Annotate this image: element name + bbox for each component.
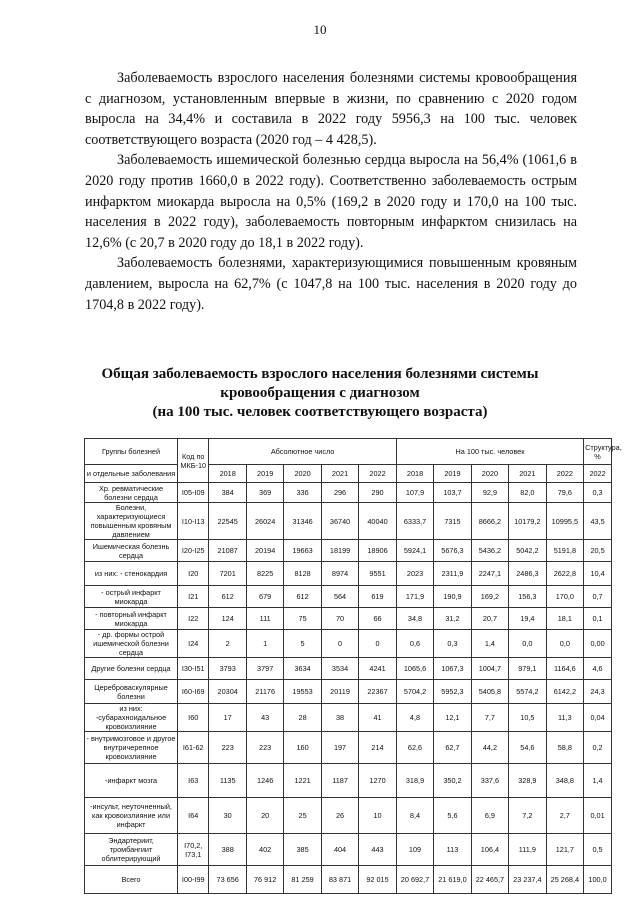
row-name-cell: - острый инфаркт миокарда [85,586,178,608]
structure-value-cell: 0,2 [584,732,612,764]
year-header-abs: 2021 [321,465,358,483]
table-row [85,764,612,798]
row-name-cell: Ишемическая болезнь сердца [85,540,178,562]
absolute-value-cell: 402 [246,834,283,866]
absolute-value-cell: 369 [246,483,283,503]
absolute-value-cell: 19553 [284,680,321,704]
row-code-cell: I24 [178,630,209,658]
absolute-value-cell: 1270 [359,764,397,798]
absolute-value-cell: 0 [359,630,397,658]
absolute-value-cell: 17 [209,704,246,732]
per100k-value-cell: 82,0 [509,483,546,503]
absolute-value-cell: 384 [209,483,246,503]
absolute-value-cell: 31346 [284,503,321,540]
absolute-value-cell: 1 [246,630,283,658]
per100k-value-cell: 111,9 [509,834,546,866]
absolute-value-cell: 20304 [209,680,246,704]
per100k-value-cell: 328,9 [509,764,546,798]
absolute-value-cell: 70 [321,608,358,630]
absolute-header: Абсолютное число [209,439,396,465]
row-code-cell: I60 [178,704,209,732]
absolute-value-cell: 4241 [359,658,397,680]
table-row [85,798,612,834]
year-header-abs: 2022 [359,465,397,483]
row-name-cell: -инсульт, неуточненный, как кровоизлияние или инфаркт [85,798,178,834]
per100k-value-cell: 348,8 [546,764,584,798]
per100k-value-cell: 1067,3 [434,658,471,680]
absolute-value-cell: 28 [284,704,321,732]
structure-value-cell: 43,5 [584,503,612,540]
per100k-value-cell: 79,6 [546,483,584,503]
structure-value-cell: 4,6 [584,658,612,680]
structure-value-cell: 0,7 [584,586,612,608]
per100k-value-cell: 22 465,7 [471,866,508,894]
per100k-value-cell: 4,8 [396,704,433,732]
table-row [85,658,612,680]
row-name-cell: -инфаркт мозга [85,764,178,798]
table-row [85,483,612,503]
structure-value-cell: 0,04 [584,704,612,732]
absolute-value-cell: 43 [246,704,283,732]
row-name-cell: - повторный инфаркт миокарда [85,608,178,630]
year-header-rel: 2019 [434,465,471,483]
absolute-value-cell: 21087 [209,540,246,562]
per100k-value-cell: 11,3 [546,704,584,732]
structure-value-cell: 0,00 [584,630,612,658]
absolute-value-cell: 3634 [284,658,321,680]
absolute-value-cell: 21176 [246,680,283,704]
absolute-value-cell: 619 [359,586,397,608]
per100k-value-cell: 7315 [434,503,471,540]
absolute-value-cell: 22545 [209,503,246,540]
per100k-value-cell: 6142,2 [546,680,584,704]
structure-header: Структура, % [584,439,612,465]
per100k-value-cell: 5952,3 [434,680,471,704]
per100k-value-cell: 58,8 [546,732,584,764]
per100k-value-cell: 0,0 [546,630,584,658]
per100k-value-cell: 2,7 [546,798,584,834]
per100k-value-cell: 6333,7 [396,503,433,540]
absolute-value-cell: 20119 [321,680,358,704]
table-row [85,866,612,894]
per100k-value-cell: 5436,2 [471,540,508,562]
absolute-value-cell: 404 [321,834,358,866]
absolute-value-cell: 73 656 [209,866,246,894]
absolute-value-cell: 223 [209,732,246,764]
row-code-cell: I64 [178,798,209,834]
per100k-value-cell: 62,7 [434,732,471,764]
per100k-value-cell: 19,4 [509,608,546,630]
per100k-value-cell: 1065,6 [396,658,433,680]
per100k-value-cell: 2023 [396,562,433,586]
absolute-value-cell: 75 [284,608,321,630]
table-row [85,608,612,630]
structure-value-cell: 24,3 [584,680,612,704]
per100k-value-cell: 10995,5 [546,503,584,540]
absolute-value-cell: 612 [209,586,246,608]
absolute-value-cell: 25 [284,798,321,834]
per100k-value-cell: 350,2 [434,764,471,798]
per100k-value-cell: 121,7 [546,834,584,866]
per100k-value-cell: 109 [396,834,433,866]
year-header-rel: 2020 [471,465,508,483]
absolute-value-cell: 10 [359,798,397,834]
absolute-value-cell: 81 259 [284,866,321,894]
absolute-value-cell: 20 [246,798,283,834]
table-row [85,732,612,764]
per100k-value-cell: 5924,1 [396,540,433,562]
absolute-value-cell: 388 [209,834,246,866]
structure-value-cell: 10,4 [584,562,612,586]
per100k-value-cell: 107,9 [396,483,433,503]
per100k-value-cell: 62,6 [396,732,433,764]
absolute-value-cell: 564 [321,586,358,608]
absolute-value-cell: 1221 [284,764,321,798]
absolute-value-cell: 1135 [209,764,246,798]
row-name-cell: Хр. ревматические болезни сердца [85,483,178,503]
groups-header: Группы болезней [85,439,178,465]
absolute-value-cell: 385 [284,834,321,866]
per100k-value-cell: 2247,1 [471,562,508,586]
per100k-value-cell: 171,9 [396,586,433,608]
per100k-value-cell: 54,6 [509,732,546,764]
absolute-value-cell: 40040 [359,503,397,540]
absolute-value-cell: 83 871 [321,866,358,894]
table-row [85,586,612,608]
absolute-value-cell: 214 [359,732,397,764]
table-row [85,834,612,866]
per100k-value-cell: 106,4 [471,834,508,866]
absolute-value-cell: 3793 [209,658,246,680]
per100k-value-cell: 190,9 [434,586,471,608]
per100k-value-cell: 2622,8 [546,562,584,586]
row-code-cell: I70,2, I73,1 [178,834,209,866]
per100k-value-cell: 1,4 [471,630,508,658]
absolute-value-cell: 223 [246,732,283,764]
row-name-cell: из них: - стенокардия [85,562,178,586]
per100k-value-cell: 979,1 [509,658,546,680]
row-code-cell: I63 [178,764,209,798]
absolute-value-cell: 19663 [284,540,321,562]
year-header-rel: 2018 [396,465,433,483]
row-code-cell: I20 [178,562,209,586]
row-code-cell: I05-I09 [178,483,209,503]
absolute-value-cell: 41 [359,704,397,732]
table-title [80,365,560,422]
absolute-value-cell: 197 [321,732,358,764]
year-header-structure: 2022 [584,465,612,483]
per100k-value-cell: 2486,3 [509,562,546,586]
absolute-value-cell: 26024 [246,503,283,540]
per100k-value-cell: 5191,8 [546,540,584,562]
year-header-abs: 2019 [246,465,283,483]
table-row [85,503,612,540]
per100k-value-cell: 25 268,4 [546,866,584,894]
row-name-cell: Другие болезни сердца [85,658,178,680]
absolute-value-cell: 7201 [209,562,246,586]
paragraph: Заболеваемость взрослого населения болезнями системы кровообращения с диагнозом, установленным впервые в жизни, по сравнению с 2020 годом выросла на 34,4% и составила в 2022 году 5956,3 на 100 тыс. человек соответствующего возраста (2020 год – 4 428,5). [85,70,577,148]
table-row [85,562,612,586]
absolute-value-cell: 20194 [246,540,283,562]
table-row [85,540,612,562]
absolute-value-cell: 111 [246,608,283,630]
per100k-value-cell: 31,2 [434,608,471,630]
per100k-value-cell: 170,0 [546,586,584,608]
absolute-value-cell: 1187 [321,764,358,798]
structure-value-cell: 0,5 [584,834,612,866]
per100k-value-cell: 6,9 [471,798,508,834]
absolute-value-cell: 679 [246,586,283,608]
table-row [85,704,612,732]
absolute-value-cell: 22367 [359,680,397,704]
absolute-value-cell: 18906 [359,540,397,562]
row-code-cell: I60-I69 [178,680,209,704]
per100k-value-cell: 0,0 [509,630,546,658]
absolute-value-cell: 30 [209,798,246,834]
table-title-line: (на 100 тыс. человек соответствующего возраста) [152,404,488,420]
absolute-value-cell: 8128 [284,562,321,586]
per100k-value-cell: 23 237,4 [509,866,546,894]
per100k-value-cell: 92,9 [471,483,508,503]
row-code-cell: I10-I13 [178,503,209,540]
absolute-value-cell: 18199 [321,540,358,562]
structure-value-cell: 20,5 [584,540,612,562]
per100k-value-cell: 337,6 [471,764,508,798]
absolute-value-cell: 2 [209,630,246,658]
per100k-value-cell: 156,3 [509,586,546,608]
per100k-value-cell: 8,4 [396,798,433,834]
structure-value-cell: 0,01 [584,798,612,834]
per100k-value-cell: 1004,7 [471,658,508,680]
per100k-value-cell: 5,6 [434,798,471,834]
per100k-value-cell: 113 [434,834,471,866]
per100k-value-cell: 2311,9 [434,562,471,586]
absolute-value-cell: 92 015 [359,866,397,894]
per100k-value-cell: 0,6 [396,630,433,658]
absolute-value-cell: 0 [321,630,358,658]
per100k-value-cell: 20,7 [471,608,508,630]
table-row [85,630,612,658]
structure-value-cell: 1,4 [584,764,612,798]
structure-value-cell: 0,1 [584,608,612,630]
absolute-value-cell: 26 [321,798,358,834]
absolute-value-cell: 3534 [321,658,358,680]
row-name-cell: - внутримозговое и другое внутричерепное кровоизлияние [85,732,178,764]
paragraph: Заболеваемость болезнями, характеризующимися повышенным кровяным давлением, выросла на 62,7% (с 1047,8 на 100 тыс. населения в 2020 году до 1704,8 в 2022 году). [85,255,577,313]
absolute-value-cell: 3797 [246,658,283,680]
per100k-value-cell: 169,2 [471,586,508,608]
year-header-rel: 2021 [509,465,546,483]
absolute-value-cell: 443 [359,834,397,866]
row-code-cell: I30-I51 [178,658,209,680]
row-code-cell: I20-I25 [178,540,209,562]
per100k-value-cell: 7,7 [471,704,508,732]
year-header-abs: 2018 [209,465,246,483]
row-name-cell: - др. формы острой ишемической болезни сердца [85,630,178,658]
absolute-value-cell: 5 [284,630,321,658]
groups-subheader: и отдельные заболевания [85,465,178,483]
page-number: 10 [313,22,327,37]
per100k-value-cell: 5405,8 [471,680,508,704]
per100k-value-cell: 5676,3 [434,540,471,562]
body-text [85,68,577,315]
year-header-abs: 2020 [284,465,321,483]
row-name-cell: Цереброваскулярные болезни [85,680,178,704]
table-row [85,680,612,704]
per100k-value-cell: 5704,2 [396,680,433,704]
absolute-value-cell: 76 912 [246,866,283,894]
per100k-value-cell: 44,2 [471,732,508,764]
absolute-value-cell: 66 [359,608,397,630]
paragraph: Заболеваемость ишемической болезнью сердца выросла на 56,4% (1061,6 в 2020 году против 1660,0 в 2022 году). Соответственно заболеваемость острым инфарктом миокарда выросла на 0,5% (169,2 в 2020 году и 170,0 на 100 тыс. населения в 2022 году), заболеваемость повторным инфарктом снизилась на 12,6% (с 20,7 в 2020 году до 18,1 в 2022 году). [85,152,577,251]
per100k-value-cell: 18,1 [546,608,584,630]
absolute-value-cell: 38 [321,704,358,732]
absolute-value-cell: 9551 [359,562,397,586]
code-header: Код по МКБ-10 [178,439,209,483]
per100k-value-cell: 318,9 [396,764,433,798]
per100k-value-cell: 34,8 [396,608,433,630]
per100k-value-cell: 5574,2 [509,680,546,704]
per100k-value-cell: 1164,6 [546,658,584,680]
row-name-cell: Эндартериит, тромбангиит облитерирующий [85,834,178,866]
absolute-value-cell: 36740 [321,503,358,540]
table-title-line: Общая заболеваемость взрослого населения болезнями системы [101,366,539,382]
row-name-cell: Всего [85,866,178,894]
per100k-value-cell: 5042,2 [509,540,546,562]
absolute-value-cell: 1246 [246,764,283,798]
absolute-value-cell: 612 [284,586,321,608]
row-name-cell: из них: -субарахноидальное кровоизлияние [85,704,178,732]
row-code-cell: I61-62 [178,732,209,764]
row-code-cell: I21 [178,586,209,608]
per100k-value-cell: 7,2 [509,798,546,834]
row-name-cell: Болезни, характеризующиеся повышенным кровяным давлением [85,503,178,540]
row-code-cell: I00-I99 [178,866,209,894]
per100k-value-cell: 8666,2 [471,503,508,540]
absolute-value-cell: 8225 [246,562,283,586]
per100k-value-cell: 0,3 [434,630,471,658]
absolute-value-cell: 8974 [321,562,358,586]
absolute-value-cell: 296 [321,483,358,503]
per100k-value-cell: 21 619,0 [434,866,471,894]
absolute-value-cell: 336 [284,483,321,503]
table-title-line: кровообращения с диагнозом [220,385,420,401]
absolute-value-cell: 124 [209,608,246,630]
per100k-value-cell: 10179,2 [509,503,546,540]
per100k-value-cell: 12,1 [434,704,471,732]
structure-value-cell: 100,0 [584,866,612,894]
structure-value-cell: 0,3 [584,483,612,503]
absolute-value-cell: 290 [359,483,397,503]
per100k-value-cell: 103,7 [434,483,471,503]
per100k-value-cell: 20 692,7 [396,866,433,894]
morbidity-table [84,438,622,894]
year-header-rel: 2022 [546,465,584,483]
per100k-value-cell: 10,5 [509,704,546,732]
absolute-value-cell: 160 [284,732,321,764]
per100k-header: На 100 тыс. человек [396,439,583,465]
row-code-cell: I22 [178,608,209,630]
